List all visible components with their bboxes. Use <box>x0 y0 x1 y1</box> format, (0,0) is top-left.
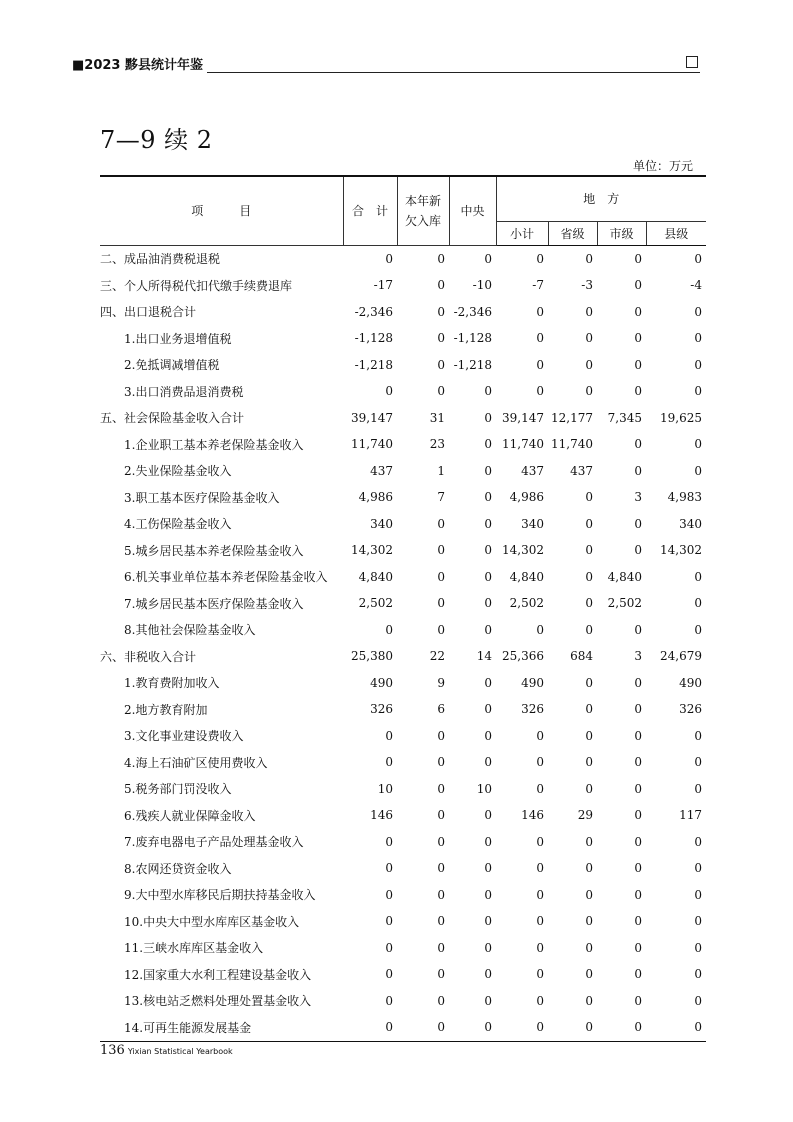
row-value: 490 <box>679 675 702 690</box>
row-value: 340 <box>679 516 702 531</box>
row-label: 3.职工基本医疗保险基金收入 <box>124 490 280 505</box>
row-value: 0 <box>694 728 702 743</box>
row-value: 0 <box>536 967 544 982</box>
row-value: 0 <box>437 781 445 796</box>
row-value: 11,740 <box>351 437 393 452</box>
row-value: -7 <box>532 278 544 293</box>
row-value: 0 <box>646 1014 706 1041</box>
row-value: 0 <box>634 463 642 478</box>
row-value: 0 <box>385 861 393 876</box>
table-row <box>100 776 706 803</box>
row-label: 三、个人所得税代扣代缴手续费退库 <box>100 278 293 293</box>
row-value: 0 <box>634 993 642 1008</box>
table-row <box>100 537 706 564</box>
header-central: 中央 <box>449 176 496 245</box>
row-value: 437 <box>370 463 393 478</box>
row-value: 0 <box>484 887 492 902</box>
row-value: 0 <box>484 410 492 425</box>
row-value: 19,625 <box>660 410 702 425</box>
row-value: 0 <box>536 331 544 346</box>
row-value: 0 <box>385 251 393 266</box>
row-value: 0 <box>484 808 492 823</box>
row-value: 0 <box>694 887 702 902</box>
row-value: 0 <box>585 993 593 1008</box>
page-number: 136 <box>100 1043 125 1058</box>
unit-label: 单位：万元 <box>632 159 693 173</box>
row-value: 0 <box>694 940 702 955</box>
row-value: 0 <box>437 331 445 346</box>
row-value: 4,986 <box>509 490 544 505</box>
row-label: 1.出口业务退增值税 <box>124 331 232 346</box>
row-label: 6.机关事业单位基本养老保险基金收入 <box>124 570 328 585</box>
row-label: 8.其他社会保险基金收入 <box>124 623 256 638</box>
row-value: 0 <box>634 622 642 637</box>
row-value: 326 <box>370 702 393 717</box>
row-value: 0 <box>385 887 393 902</box>
row-value: -2,346 <box>453 304 492 319</box>
row-label: 1.教育费附加收入 <box>124 676 220 691</box>
row-value: 0 <box>437 940 445 955</box>
row-value: 0 <box>437 569 445 584</box>
row-value: 0 <box>585 675 593 690</box>
row-value: 0 <box>385 834 393 849</box>
yearbook-header-title: ■2023 黟县统计年鉴 <box>72 54 207 73</box>
table-title: 7—9 续 2 <box>100 126 213 154</box>
row-value: 0 <box>484 543 492 558</box>
row-value: 0 <box>585 543 593 558</box>
row-value: 0 <box>585 861 593 876</box>
row-value: 0 <box>449 1014 496 1041</box>
row-value: 0 <box>484 993 492 1008</box>
row-value: 39,147 <box>351 410 393 425</box>
row-value: 0 <box>585 569 593 584</box>
row-value: -1,128 <box>453 331 492 346</box>
row-value: 0 <box>536 728 544 743</box>
row-value: 0 <box>536 834 544 849</box>
row-label: 五、社会保险基金收入合计 <box>100 411 245 426</box>
row-value: 14 <box>476 649 492 664</box>
row-value: 0 <box>585 781 593 796</box>
row-value: 0 <box>343 1014 397 1041</box>
row-value: 0 <box>634 251 642 266</box>
row-value: 0 <box>496 1014 548 1041</box>
row-value: 0 <box>536 861 544 876</box>
row-value: 340 <box>521 516 544 531</box>
row-value: 326 <box>521 702 544 717</box>
row-value: 0 <box>536 622 544 637</box>
table-row <box>100 564 706 591</box>
row-value: 14,302 <box>502 543 544 558</box>
row-label: 2.地方教育附加 <box>124 702 208 717</box>
row-label: 5.税务部门罚没收入 <box>124 782 232 797</box>
row-value: -4 <box>690 278 702 293</box>
header-subtotal: 小计 <box>496 221 548 245</box>
row-value: 0 <box>385 967 393 982</box>
row-value: 2,502 <box>358 596 393 611</box>
row-value: 0 <box>634 887 642 902</box>
row-value: 0 <box>634 755 642 770</box>
row-value: 0 <box>585 490 593 505</box>
row-value: -1,218 <box>354 357 393 372</box>
row-value: 0 <box>585 516 593 531</box>
row-value: 4,840 <box>509 569 544 584</box>
row-value: 0 <box>484 967 492 982</box>
table-row <box>100 749 706 776</box>
row-value: 0 <box>437 861 445 876</box>
row-value: 11,740 <box>502 437 544 452</box>
row-value: 0 <box>397 1014 449 1041</box>
table-row <box>100 723 706 750</box>
row-value: 0 <box>437 914 445 929</box>
row-value: 29 <box>577 808 593 823</box>
row-value: 0 <box>548 1014 597 1041</box>
row-value: 3 <box>634 490 642 505</box>
row-value: 0 <box>484 622 492 637</box>
table-row <box>100 1014 706 1041</box>
row-value: 0 <box>437 596 445 611</box>
row-value: 0 <box>634 331 642 346</box>
row-label: 7.废弃电器电子产品处理基金收入 <box>124 835 304 850</box>
row-value: 0 <box>536 384 544 399</box>
row-value: 0 <box>385 622 393 637</box>
row-value: 490 <box>370 675 393 690</box>
row-value: 0 <box>484 516 492 531</box>
row-value: 0 <box>694 463 702 478</box>
table-row <box>100 908 706 935</box>
row-value: 490 <box>521 675 544 690</box>
row-value: 0 <box>585 755 593 770</box>
row-value: 0 <box>694 357 702 372</box>
row-value: 23 <box>429 437 445 452</box>
row-value: 11,740 <box>551 437 593 452</box>
row-label: 二、成品油消费税退税 <box>100 252 221 267</box>
row-value: 0 <box>437 278 445 293</box>
row-value: 24,679 <box>660 649 702 664</box>
header-box-icon <box>686 56 698 68</box>
row-value: 146 <box>370 808 393 823</box>
row-label: 2.失业保险基金收入 <box>124 464 232 479</box>
table-row <box>100 272 706 299</box>
header-county: 县级 <box>646 221 706 245</box>
table-row <box>100 670 706 697</box>
row-value: 0 <box>585 967 593 982</box>
row-value: 0 <box>694 569 702 584</box>
row-value: 0 <box>585 834 593 849</box>
row-value: 0 <box>634 808 642 823</box>
row-value: 0 <box>694 993 702 1008</box>
row-value: -10 <box>472 278 492 293</box>
row-value: 22 <box>429 649 445 664</box>
row-value: 0 <box>536 887 544 902</box>
row-value: 0 <box>597 1014 646 1041</box>
row-value: 2,502 <box>607 596 642 611</box>
row-value: 0 <box>585 304 593 319</box>
table-body <box>100 245 706 1041</box>
row-value: 25,366 <box>502 649 544 664</box>
row-value: 0 <box>437 728 445 743</box>
row-value: 0 <box>694 596 702 611</box>
table-row <box>100 431 706 458</box>
row-value: 0 <box>437 357 445 372</box>
table-row <box>100 299 706 326</box>
row-value: 0 <box>634 304 642 319</box>
row-value: 0 <box>585 331 593 346</box>
row-label: 2.免抵调减增值税 <box>124 358 220 373</box>
row-value: 0 <box>585 251 593 266</box>
row-value: 0 <box>634 967 642 982</box>
row-value: 0 <box>385 940 393 955</box>
table-row <box>100 325 706 352</box>
row-label: 9.大中型水库移民后期扶持基金收入 <box>124 888 316 903</box>
row-value: 9 <box>437 675 445 690</box>
table-row <box>100 352 706 379</box>
row-value: 0 <box>484 940 492 955</box>
row-value: 0 <box>437 384 445 399</box>
row-value: 10 <box>476 781 492 796</box>
row-value: -2,346 <box>354 304 393 319</box>
row-value: 0 <box>484 596 492 611</box>
row-value: 0 <box>437 808 445 823</box>
row-value: 0 <box>694 331 702 346</box>
row-value: 0 <box>484 463 492 478</box>
row-value: 0 <box>484 490 492 505</box>
row-value: 0 <box>536 940 544 955</box>
row-value: 0 <box>634 675 642 690</box>
row-label: 8.农网还贷资金收入 <box>124 861 232 876</box>
row-value: 0 <box>536 304 544 319</box>
row-value: 0 <box>585 357 593 372</box>
table-row <box>100 961 706 988</box>
row-value: 0 <box>437 516 445 531</box>
row-value: 0 <box>484 728 492 743</box>
row-value: 0 <box>634 728 642 743</box>
row-value: 0 <box>385 728 393 743</box>
row-label: 4.海上石油矿区使用费收入 <box>124 755 268 770</box>
row-value: -1,128 <box>354 331 393 346</box>
row-label: 4.工伤保险基金收入 <box>124 517 232 532</box>
table-row <box>100 935 706 962</box>
row-value: 117 <box>679 808 702 823</box>
row-value: 0 <box>484 914 492 929</box>
row-value: 0 <box>385 914 393 929</box>
row-value: 0 <box>484 702 492 717</box>
running-header <box>72 58 700 73</box>
row-value: 0 <box>437 622 445 637</box>
row-value: 0 <box>437 543 445 558</box>
row-label: 6.残疾人就业保障金收入 <box>124 808 256 823</box>
row-value: 7 <box>437 490 445 505</box>
row-value: 0 <box>536 357 544 372</box>
table-row <box>100 458 706 485</box>
row-value: 0 <box>694 622 702 637</box>
row-value: 0 <box>634 384 642 399</box>
table-row <box>100 617 706 644</box>
row-label: 7.城乡居民基本医疗保险基金收入 <box>124 596 304 611</box>
table-row <box>100 696 706 723</box>
row-value: 3 <box>634 649 642 664</box>
row-value: 0 <box>536 755 544 770</box>
row-value: 0 <box>694 967 702 982</box>
footer-english-title: Yixian Statistical Yearbook <box>127 1047 233 1056</box>
row-value: 0 <box>484 437 492 452</box>
row-value: 0 <box>484 861 492 876</box>
row-value: 0 <box>484 251 492 266</box>
row-value: 2,502 <box>509 596 544 611</box>
row-value: 31 <box>429 410 445 425</box>
row-value: 0 <box>585 596 593 611</box>
row-value: -1,218 <box>453 357 492 372</box>
table-row <box>100 643 706 670</box>
row-value: 0 <box>694 251 702 266</box>
table-row <box>100 855 706 882</box>
row-value: 340 <box>370 516 393 531</box>
row-value: 0 <box>484 569 492 584</box>
table-row <box>100 882 706 909</box>
row-value: 0 <box>484 675 492 690</box>
row-value: 0 <box>385 993 393 1008</box>
row-value: 0 <box>634 516 642 531</box>
row-value: 0 <box>536 781 544 796</box>
row-value: 0 <box>437 251 445 266</box>
table-row <box>100 245 706 272</box>
table-row <box>100 829 706 856</box>
row-value: 0 <box>694 437 702 452</box>
row-value: 0 <box>634 357 642 372</box>
row-value: 0 <box>634 702 642 717</box>
row-value: 0 <box>634 437 642 452</box>
row-value: 0 <box>484 755 492 770</box>
header-city: 市级 <box>597 221 646 245</box>
header-province: 省级 <box>548 221 597 245</box>
row-value: 326 <box>679 702 702 717</box>
row-value: 0 <box>634 781 642 796</box>
row-label: 10.中央大中型水库库区基金收入 <box>124 914 300 929</box>
header-arrears: 本年新欠入库 <box>397 176 449 245</box>
row-value: 0 <box>437 755 445 770</box>
header-local: 地 方 <box>496 176 706 221</box>
row-value: 684 <box>570 649 593 664</box>
row-value: 0 <box>437 834 445 849</box>
table-row <box>100 405 706 432</box>
row-value: 0 <box>437 887 445 902</box>
row-value: 0 <box>536 993 544 1008</box>
table-row <box>100 378 706 405</box>
table-row <box>100 484 706 511</box>
row-value: 0 <box>585 384 593 399</box>
row-value: 0 <box>385 384 393 399</box>
table-row <box>100 511 706 538</box>
row-value: 0 <box>437 967 445 982</box>
header-item: 项 目 <box>100 176 343 245</box>
row-label: 13.核电站乏燃料处理处置基金收入 <box>124 994 312 1009</box>
row-value: 0 <box>694 384 702 399</box>
table-row <box>100 988 706 1015</box>
row-value: 437 <box>570 463 593 478</box>
row-value: 0 <box>634 834 642 849</box>
row-label: 12.国家重大水利工程建设基金收入 <box>124 967 312 982</box>
row-value: -17 <box>373 278 393 293</box>
row-value: 0 <box>694 834 702 849</box>
row-value: 39,147 <box>502 410 544 425</box>
row-label: 3.文化事业建设费收入 <box>124 729 244 744</box>
row-value: 4,986 <box>358 490 393 505</box>
row-value: 0 <box>634 914 642 929</box>
row-label: 14.可再生能源发展基金 <box>100 1014 343 1041</box>
row-value: 0 <box>694 781 702 796</box>
row-value: 25,380 <box>351 649 393 664</box>
data-table <box>100 175 706 1042</box>
row-value: 4,840 <box>358 569 393 584</box>
row-value: 0 <box>437 993 445 1008</box>
row-value: 0 <box>634 861 642 876</box>
row-value: 14,302 <box>351 543 393 558</box>
row-value: 0 <box>484 384 492 399</box>
row-value: 0 <box>437 304 445 319</box>
row-value: 0 <box>585 914 593 929</box>
row-value: 0 <box>634 278 642 293</box>
row-label: 5.城乡居民基本养老保险基金收入 <box>124 543 304 558</box>
row-value: 0 <box>585 728 593 743</box>
row-value: 10 <box>377 781 393 796</box>
row-value: 4,840 <box>607 569 642 584</box>
row-value: 0 <box>634 543 642 558</box>
row-label: 四、出口退税合计 <box>100 305 197 320</box>
row-value: 4,983 <box>667 490 702 505</box>
row-label: 3.出口消费品退消费税 <box>124 384 244 399</box>
row-value: 6 <box>437 702 445 717</box>
table-row <box>100 802 706 829</box>
row-value: 0 <box>385 755 393 770</box>
row-value: 0 <box>484 834 492 849</box>
row-value: -3 <box>581 278 593 293</box>
row-label: 六、非税收入合计 <box>100 649 197 664</box>
row-value: 14,302 <box>660 543 702 558</box>
row-value: 0 <box>585 887 593 902</box>
row-value: 1 <box>437 463 445 478</box>
row-label: 1.企业职工基本养老保险基金收入 <box>124 437 304 452</box>
row-value: 7,345 <box>607 410 642 425</box>
row-value: 146 <box>521 808 544 823</box>
page-footer <box>100 1043 233 1058</box>
row-value: 0 <box>585 702 593 717</box>
row-value: 0 <box>536 251 544 266</box>
row-value: 0 <box>694 861 702 876</box>
table-row <box>100 590 706 617</box>
row-value: 437 <box>521 463 544 478</box>
row-value: 0 <box>585 622 593 637</box>
row-value: 0 <box>694 304 702 319</box>
row-value: 0 <box>585 940 593 955</box>
row-value: 0 <box>694 914 702 929</box>
header-total: 合 计 <box>343 176 397 245</box>
row-value: 12,177 <box>551 410 593 425</box>
row-value: 0 <box>634 940 642 955</box>
row-value: 0 <box>536 914 544 929</box>
row-value: 0 <box>694 755 702 770</box>
row-label: 11.三峡水库库区基金收入 <box>124 941 264 956</box>
